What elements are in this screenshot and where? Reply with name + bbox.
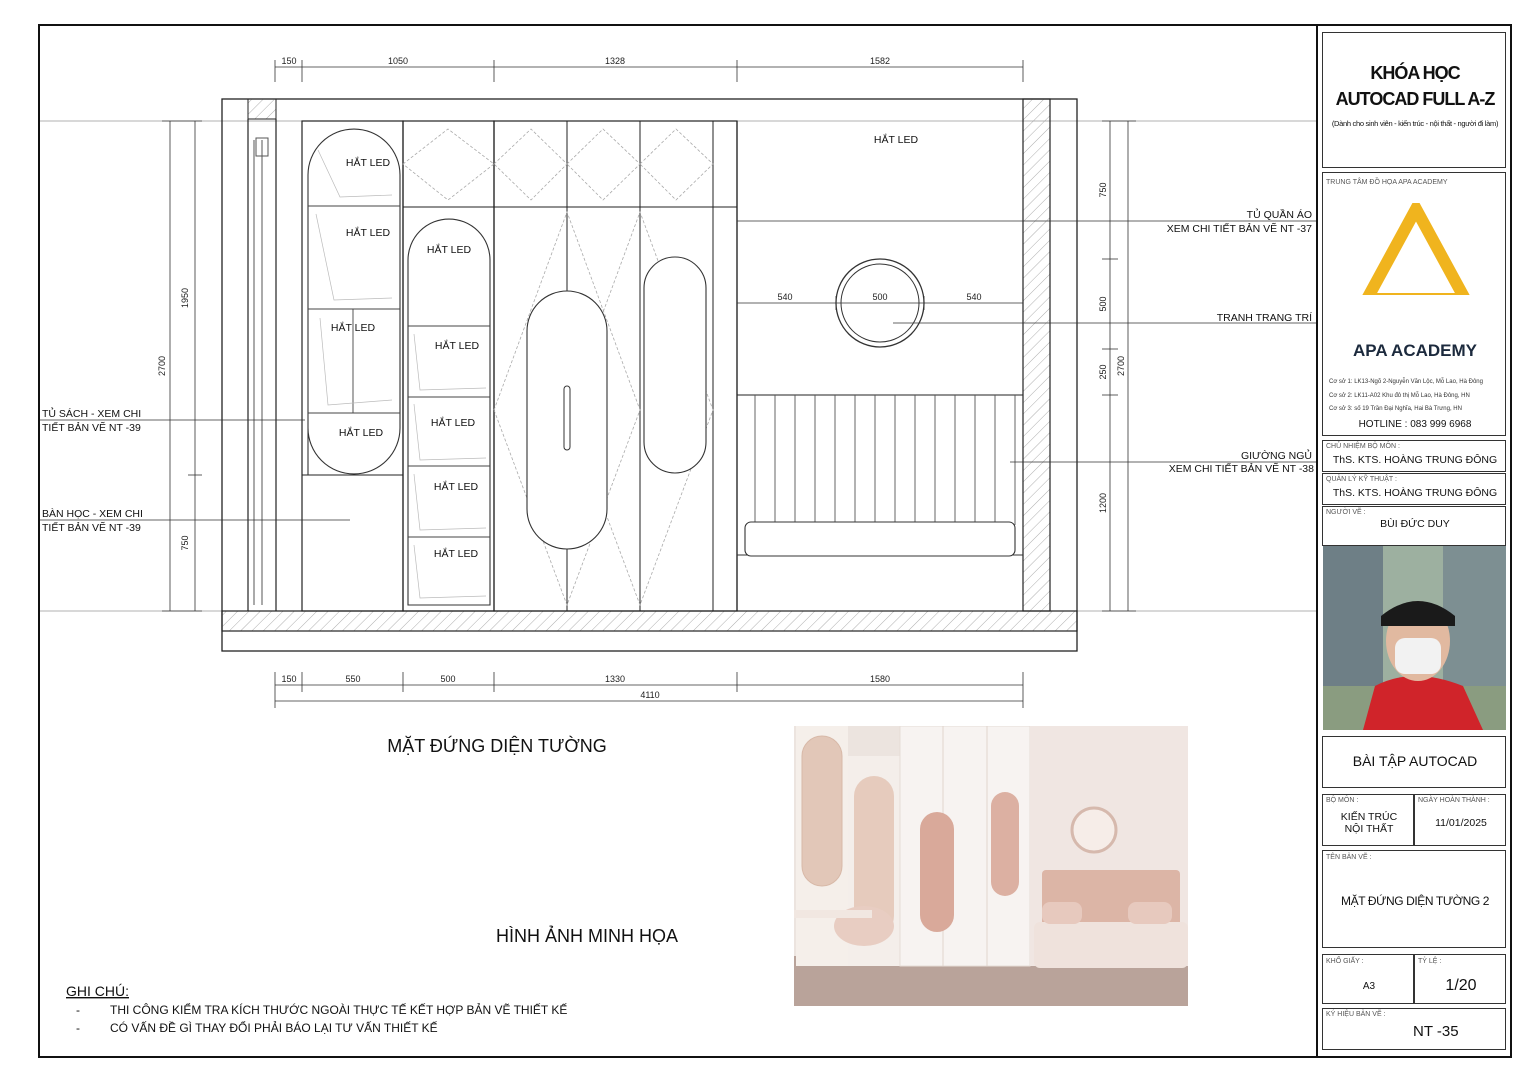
annot-bookshelf-1: TỦ SÁCH - XEM CHI (42, 408, 142, 420)
dim-bottom-1: 150 (281, 674, 297, 684)
dim-top-3: 1328 (604, 56, 626, 66)
led-label-5: HẮT LED (426, 244, 472, 256)
dim-left-total: 2700 (157, 355, 167, 377)
ky-hieu-box (1322, 1008, 1506, 1050)
dim-right-1: 750 (1098, 182, 1108, 198)
ty-le-value: 1/20 (1445, 977, 1477, 994)
dim-right-2: 500 (1098, 296, 1108, 312)
address-1: Cơ sở 1: LK13-Ngõ 2-Nguyễn Văn Lộc, Mỗ Lao, Hà Đông (1329, 379, 1483, 385)
ten-ban-ve-value: MẶT ĐỨNG DIỆN TƯỜNG 2 (1341, 894, 1489, 908)
annot-bookshelf-2: TIẾT BẢN VẼ NT -39 (42, 422, 141, 434)
center-name: TRUNG TÂM ĐỒ HỌA APA ACADEMY (1326, 179, 1448, 186)
bo-mon-value-1: KIẾN TRÚC (1340, 811, 1398, 823)
led-label-7: HẮT LED (430, 417, 476, 429)
address-3: Cơ sở 3: số 19 Trần Đại Nghĩa, Hai Bà Trưng, HN (1329, 406, 1462, 412)
author-portrait (1323, 546, 1506, 730)
course-title-1: KHÓA HỌC (1370, 63, 1460, 83)
shelf-arch (308, 129, 400, 475)
chu-nhiem-value: ThS. KTS. HOÀNG TRUNG ĐÔNG (1332, 454, 1498, 466)
led-label-6: HẮT LED (434, 340, 480, 352)
ty-le-label: TỶ LỆ : (1418, 958, 1442, 965)
right-wall (1023, 99, 1050, 611)
illustration-photo (794, 726, 1188, 1006)
led-label-10: HẮT LED (873, 134, 919, 146)
led-label-2: HẮT LED (345, 227, 391, 239)
dim-bottom-2: 550 (345, 674, 361, 684)
annot-wardrobe-2: XEM CHI TIẾT BẢN VẼ NT -37 (1166, 223, 1312, 235)
annot-desk-2: TIẾT BẢN VẼ NT -39 (42, 522, 141, 534)
annot-bed-1: GIƯỜNG NGỦ (1240, 450, 1312, 462)
ten-ban-ve-box (1322, 850, 1506, 948)
open-shelf (403, 121, 494, 611)
nguoi-ve-value: BÙI ĐỨC DUY (1380, 518, 1450, 530)
apa-logo-icon (1361, 203, 1471, 307)
chu-nhiem-box (1322, 440, 1506, 472)
dim-mirror-1: 540 (777, 292, 793, 302)
address-2: Cơ sở 2: LK11-A02 Khu đô thị Mỗ Lao, Hà Đông, HN (1329, 393, 1470, 399)
kho-giay-label: KHỔ GIẤY : (1326, 958, 1364, 965)
note-bullet-1: - (76, 1003, 80, 1017)
dim-mirror-2: 500 (872, 292, 888, 302)
kho-giay-value: A3 (1362, 981, 1376, 992)
annot-desk-1: BÀN HỌC - XEM CHI (42, 508, 143, 520)
ngay-value: 11/01/2025 (1435, 817, 1487, 829)
course-subtitle: (Dành cho sinh viên - kiến trúc - nội thất - người đi làm) (1331, 119, 1499, 128)
dim-right-total: 2700 (1116, 355, 1126, 377)
dim-top-4: 1582 (869, 56, 891, 66)
wardrobe-handle (564, 386, 570, 450)
note-item-2: CÓ VẤN ĐỀ GÌ THAY ĐỔI PHẢI BÁO LẠI TƯ VẤN THIẾT KẾ (110, 1021, 438, 1035)
annot-wardrobe-1: TỦ QUẦN ÁO (1246, 209, 1312, 221)
dim-left-1: 1950 (180, 287, 190, 309)
headboard (755, 395, 1015, 525)
brand-name: APA ACADEMY (1352, 341, 1478, 360)
dim-left-2: 750 (180, 535, 190, 551)
floor-slab (222, 611, 1077, 631)
illustration-title: HÌNH ẢNH MINH HỌA (495, 926, 679, 946)
quan-ly-label: QUẢN LÝ KỸ THUẬT : (1326, 476, 1397, 483)
bo-mon-value-2: NỘI THẤT (1344, 823, 1394, 835)
annot-bed-2: XEM CHI TIẾT BẢN VẼ NT -38 (1168, 463, 1314, 475)
exercise-title: BÀI TẬP AUTOCAD (1352, 753, 1478, 769)
bookshelf (302, 121, 403, 611)
bo-mon-box (1322, 794, 1414, 846)
dim-top-2: 1050 (387, 56, 409, 66)
nguoi-ve-label: NGƯỜI VẼ : (1326, 509, 1366, 516)
dim-right-4: 1200 (1098, 492, 1108, 514)
ky-hieu-label: KÝ HIỆU BẢN VẼ : (1326, 1011, 1386, 1018)
led-label-9: HẮT LED (433, 548, 479, 560)
dim-bottom-4: 1330 (604, 674, 626, 684)
ky-hieu-value: NT -35 (1413, 1023, 1459, 1040)
led-label-4: HẮT LED (338, 427, 384, 439)
ten-ban-ve-label: TÊN BẢN VẼ : (1326, 854, 1372, 861)
left-column (248, 99, 276, 119)
bo-mon-label: BỘ MÔN : (1326, 797, 1359, 804)
led-label-8: HẮT LED (433, 481, 479, 493)
bed-mattress (745, 522, 1015, 556)
drawing-title: MẶT ĐỨNG DIỆN TƯỜNG (387, 736, 607, 756)
dim-bottom-3: 500 (440, 674, 456, 684)
nguoi-ve-box (1322, 506, 1506, 546)
course-title-2: AUTOCAD FULL A-Z (1335, 89, 1495, 109)
ngay-label: NGÀY HOÀN THÀNH : (1418, 797, 1490, 804)
quan-ly-value: ThS. KTS. HOÀNG TRUNG ĐÔNG (1332, 487, 1498, 499)
ty-le-box (1414, 954, 1506, 1004)
note-item-1: THI CÔNG KIỂM TRA KÍCH THƯỚC NGOÀI THỰC TẾ KẾT HỢP BẢN VẼ THIẾT KẾ (110, 1003, 568, 1017)
ngay-box (1414, 794, 1506, 846)
dim-top-1: 150 (281, 56, 297, 66)
course-box (1322, 32, 1506, 168)
annot-picture: TRANH TRANG TRÍ (1216, 312, 1312, 324)
note-bullet-2: - (76, 1021, 80, 1035)
wardrobe-oval-panel (644, 257, 706, 473)
company-box (1322, 172, 1506, 436)
led-label-1: HẮT LED (345, 157, 391, 169)
exercise-box (1322, 736, 1506, 788)
dim-right-3: 250 (1098, 364, 1108, 380)
notes-heading: GHI CHÚ: (66, 983, 129, 999)
dim-mirror-3: 540 (966, 292, 982, 302)
chu-nhiem-label: CHỦ NHIỆM BỘ MÔN : (1326, 443, 1400, 450)
quan-ly-box (1322, 473, 1506, 505)
kho-giay-box (1322, 954, 1414, 1004)
led-label-3: HẮT LED (330, 322, 376, 334)
dim-bottom-5: 1580 (869, 674, 891, 684)
titleblock-divider (1316, 24, 1318, 1058)
hotline: HOTLINE : 083 999 6968 (1358, 419, 1472, 430)
dim-total: 4110 (640, 690, 660, 700)
